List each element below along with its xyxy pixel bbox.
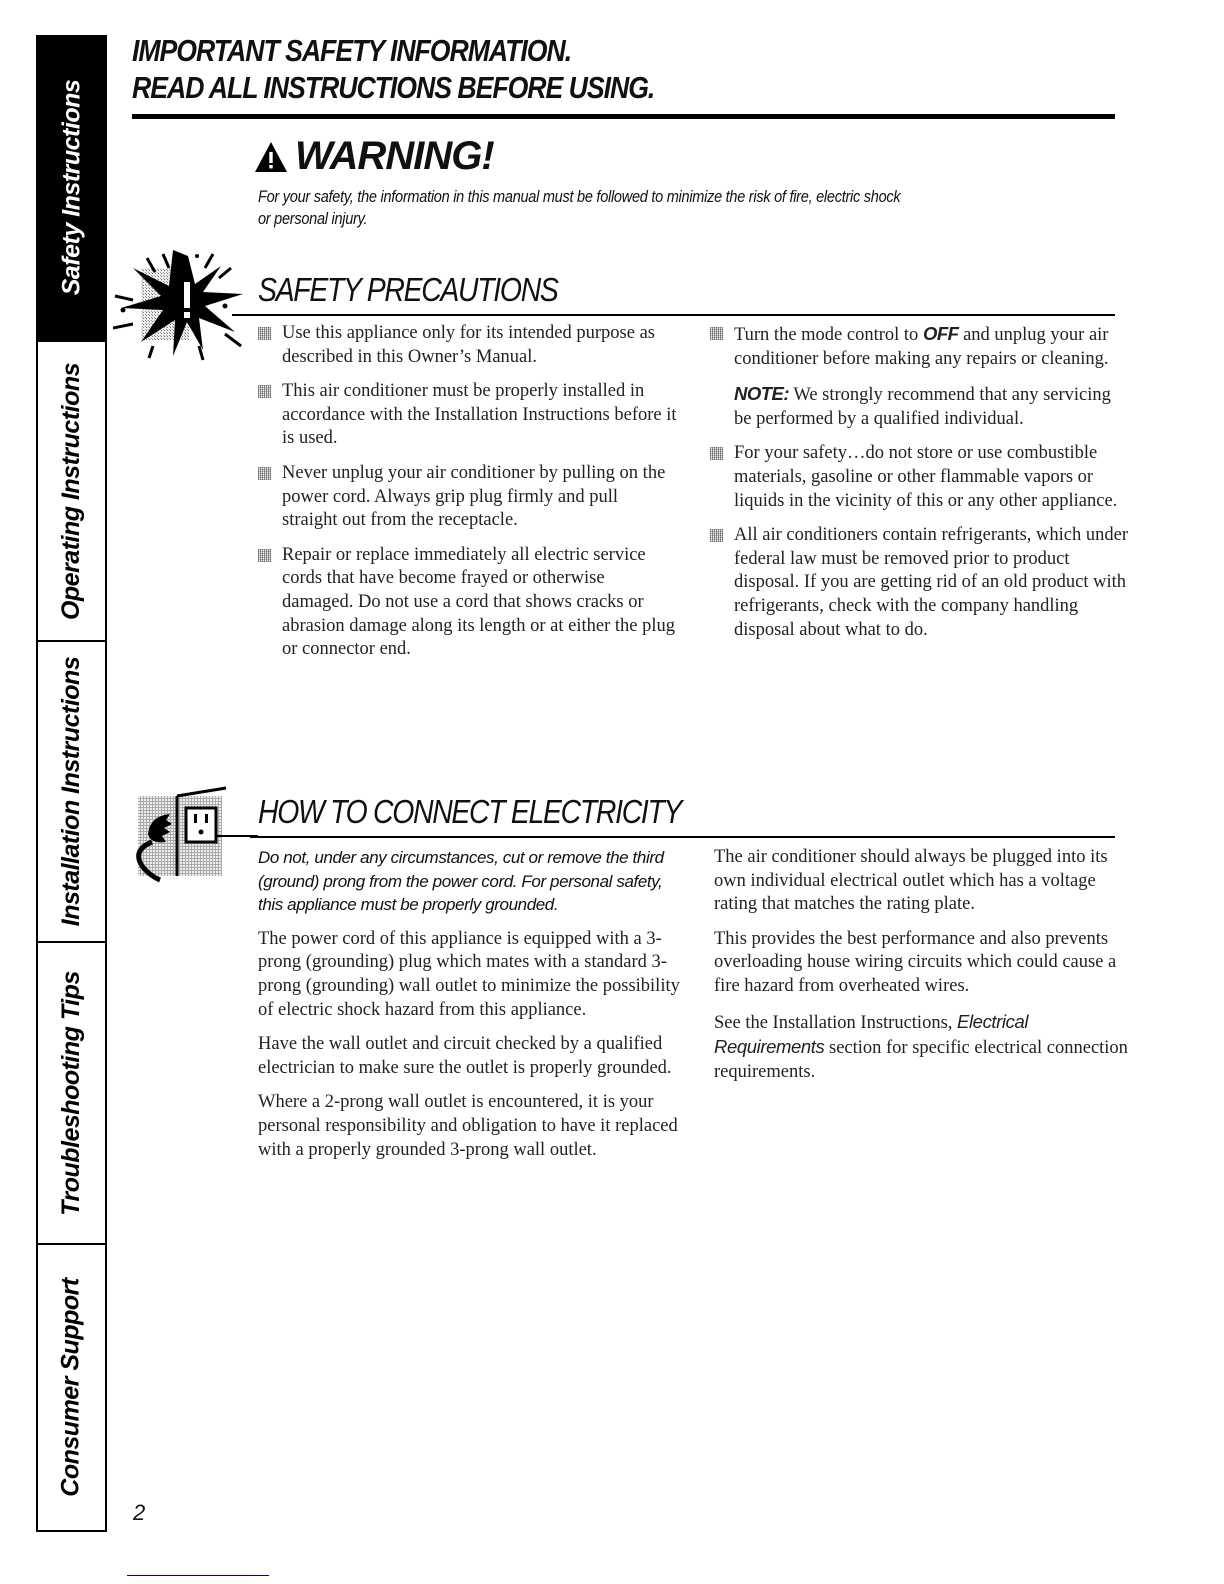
warning-text [258,186,1138,230]
paragraph [714,1010,1134,1085]
warning-text-line-1: For your safety, the information in this manual must be followed to minimize the risk of fire, electric shock [258,188,901,206]
sidebar-tab-installation-instructions[interactable] [38,640,105,941]
plug-outlet-icon [122,786,262,886]
list-item-text: Repair or replace immediately all electric service cords that have become frayed or otherwise damaged. Do not use a cord that shows cracks or abrasion damage along its length or at either the plug or connector end. [282,544,676,660]
header-divider [132,114,1115,119]
electrical-requirements-reference: Electrical Requirements [714,1010,1029,1058]
sidebar-tab-safety-instructions[interactable] [38,35,105,340]
safety-precautions-heading: SAFETY PRECAUTIONS [258,271,558,308]
footer-link-underline[interactable] [127,1575,269,1576]
bullet-square-icon [710,529,723,542]
page-title [132,32,654,106]
list-item-text: All air conditioners contain refrigerants, which under federal law must be removed prior to product disposal. If you are getting rid of an old product with refrigerants, check with the company handling disposal about what to do. [734,525,1129,640]
list-item [258,462,678,533]
ground-prong-warning: Do not, under any circumstances, cut or remove the third (ground) prong from the power cord. For personal safety, this appliance must be properly grounded. [258,848,664,915]
paragraph: The air conditioner should always be plugged into its own individual electrical outlet which has a voltage rating that matches the rating plate. [714,847,1108,915]
explosion-alert-icon [113,246,263,366]
list-item [258,544,678,662]
sidebar-tab-operating-instructions[interactable] [38,340,105,640]
list-item-text: Never unplug your air conditioner by pulling on the power cord. Always grip plug firmly and pull straight out from the receptacle. [282,462,666,531]
paragraph-text: section for specific electrical connection requirements. [714,1038,1128,1082]
warning-heading [253,134,494,179]
note [710,382,1130,431]
paragraph: Where a 2-prong wall outlet is encountered, it is your personal responsibility and obligation to have it replaced with a properly grounded 3-prong wall outlet. [258,1092,678,1160]
bullet-square-icon [258,467,271,480]
paragraph: The power cord of this appliance is equipped with a 3-prong (grounding) plug which mates with a standard 3-prong (grounding) wall outlet to minimize the possibility of electric shock hazard from this appliance. [258,928,680,1020]
page-title-line-1: IMPORTANT SAFETY INFORMATION. [132,33,572,68]
paragraph-text: See the Installation Instructions, [714,1012,958,1033]
sidebar-tab-consumer-support[interactable] [38,1243,105,1530]
electricity-divider [250,836,1115,838]
section-tab-sidebar [36,35,107,1532]
safety-precautions-divider [232,314,1115,316]
electricity-heading: HOW TO CONNECT ELECTRICITY [258,793,682,830]
safety-precautions-right-column [710,322,1130,653]
list-item-text: This air conditioner must be properly installed in accordance with the Installation Instructions before it is used. [282,381,677,449]
bullet-square-icon [710,447,723,460]
note-label: NOTE: [734,383,790,405]
list-item-text: Turn the mode control to [734,325,923,345]
sidebar-tab-label: Troubleshooting Tips [57,970,86,1216]
warning-triangle-icon [253,140,289,174]
list-item [710,322,1130,371]
page-title-line-2: READ ALL INSTRUCTIONS BEFORE USING. [132,70,655,105]
list-item [710,524,1130,642]
electricity-right-column [714,846,1134,1095]
off-label: OFF [922,323,959,344]
page-number: 2 [133,1500,146,1525]
sidebar-tab-label: Operating Instructions [57,362,85,620]
list-item [258,380,678,451]
bullet-square-icon [258,549,271,562]
list-item-text: Use this appliance only for its intended purpose as described in this Owner’s Manual. [282,323,655,367]
note-text: We strongly recommend that any servicing be performed by a qualified individual. [734,385,1111,429]
list-item [710,442,1130,513]
list-item-text: For your safety…do not store or use combustible materials, gasoline or other flammable vapors or liquids in the vicinity of this or any other appliance. [734,443,1118,511]
paragraph: This provides the best performance and also prevents overloading house wiring circuits which could cause a fire hazard from overheated wires. [714,928,1117,996]
sidebar-tab-label: Safety Instructions [57,79,85,296]
bullet-square-icon [710,327,723,340]
paragraph: Have the wall outlet and circuit checked by a qualified electrician to make sure the outlet is properly grounded. [258,1034,672,1078]
sidebar-tab-troubleshooting-tips[interactable] [38,941,105,1243]
electricity-left-column [258,846,688,1173]
sidebar-tab-label: Installation Instructions [57,656,86,927]
bullet-square-icon [258,327,271,340]
bullet-square-icon [258,385,271,398]
list-item [258,322,678,369]
list-item-text: and unplug your air conditioner before making any repairs or cleaning. [734,325,1109,369]
warning-title: WARNING! [295,134,494,178]
safety-precautions-left-column [258,322,678,673]
sidebar-tab-label: Consumer Support [57,1278,85,1497]
warning-text-line-2: or personal injury. [258,210,368,228]
